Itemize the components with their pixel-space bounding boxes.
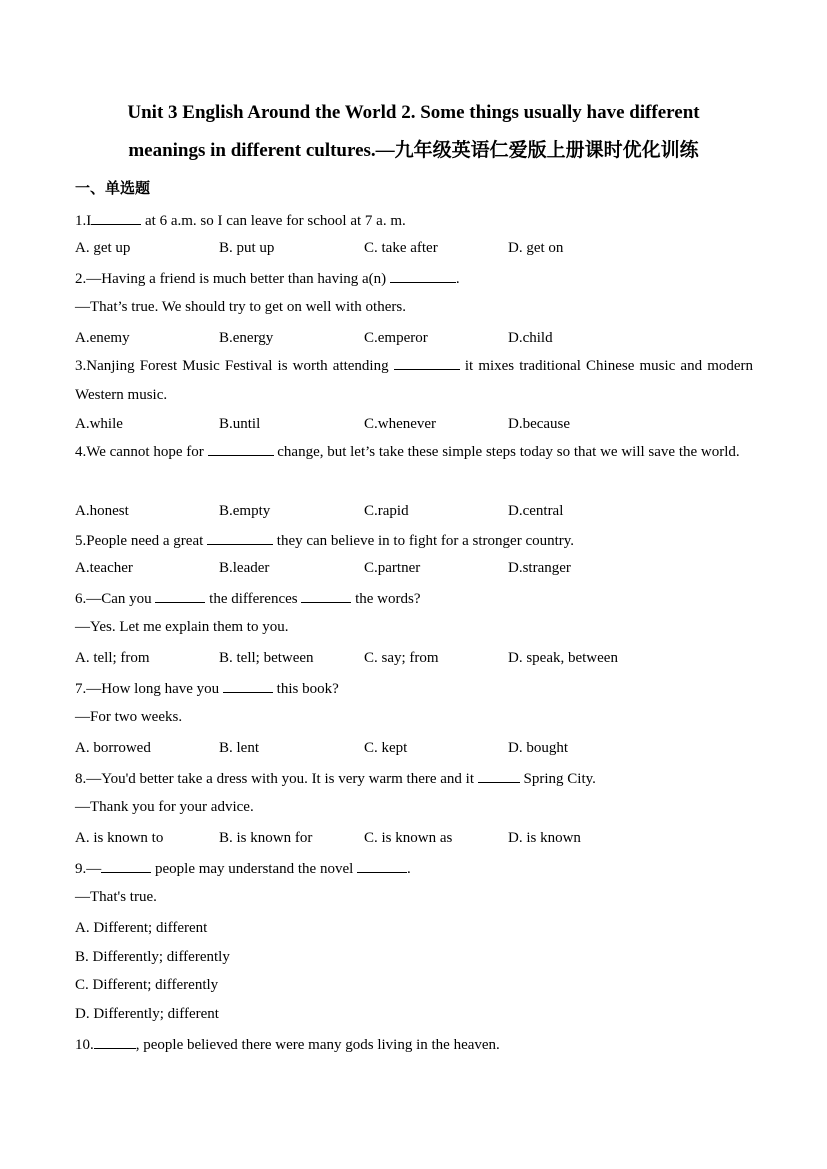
answer-blank (301, 588, 351, 603)
question-9-reply: —That's true. (75, 889, 157, 905)
option-a[interactable]: A. get up (75, 240, 131, 256)
option-d[interactable]: D. get on (508, 240, 564, 256)
answer-blank (223, 678, 273, 693)
answer-blank (91, 210, 141, 225)
answer-blank (394, 355, 460, 370)
option-c[interactable]: C. kept (364, 740, 408, 756)
question-2-options (75, 329, 775, 347)
question-8: 8.—You'd better take a dress with you. It is very warm there and it Spring City. (75, 768, 596, 788)
question-2: 2.—Having a friend is much better than having a(n) . (75, 268, 460, 288)
answer-blank (101, 858, 151, 873)
option-b[interactable]: B.until (219, 416, 261, 432)
answer-blank (94, 1034, 136, 1049)
option-d[interactable]: D.stranger (508, 560, 571, 576)
option-d[interactable]: D. speak, between (508, 650, 618, 666)
option-d[interactable]: D. Differently; different (75, 1006, 219, 1022)
question-3: 3.Nanjing Forest Music Festival is worth attending it mixes traditional Chinese music and modern Western music. (75, 352, 753, 410)
question-1: 1.I at 6 a.m. so I can leave for school at 7 a. m. (75, 210, 406, 230)
option-c[interactable]: C. is known as (364, 830, 453, 846)
question-5: 5.People need a great they can believe in to fight for a stronger country. (75, 530, 574, 550)
option-b[interactable]: B. Differently; differently (75, 949, 230, 965)
option-b[interactable]: B.energy (219, 330, 274, 346)
question-10: 10. , people believed there were many gods living in the heaven. (75, 1034, 500, 1054)
option-d[interactable]: D.because (508, 416, 571, 432)
option-c[interactable]: C. take after (364, 240, 438, 256)
option-d[interactable]: D.central (508, 503, 564, 519)
option-a[interactable]: A.teacher (75, 560, 133, 576)
option-a[interactable]: A. Different; different (75, 920, 208, 936)
title-line-2: meanings in different cultures.—九年级英语仁爱版上册课时优化训练 (128, 140, 699, 161)
answer-blank (208, 441, 274, 456)
option-c[interactable]: C. Different; differently (75, 977, 219, 993)
option-b[interactable]: B. put up (219, 240, 275, 256)
option-c[interactable]: C.partner (364, 560, 421, 576)
option-b[interactable]: B. is known for (219, 830, 313, 846)
answer-blank (357, 858, 407, 873)
option-b[interactable]: B.leader (219, 560, 270, 576)
option-a[interactable]: A. tell; from (75, 650, 150, 666)
answer-blank (207, 530, 273, 545)
answer-blank (155, 588, 205, 603)
option-a[interactable]: A.enemy (75, 330, 130, 346)
question-4: 4.We cannot hope for change, but let’s take these simple steps today so that we will save the world. (75, 438, 753, 467)
question-8-options (75, 829, 775, 847)
question-9: 9.— people may understand the novel . (75, 858, 411, 878)
answer-blank (478, 768, 520, 783)
option-d[interactable]: D. bought (508, 740, 568, 756)
option-a[interactable]: A.honest (75, 503, 129, 519)
option-c[interactable]: C.rapid (364, 503, 409, 519)
option-c[interactable]: C.emperor (364, 330, 428, 346)
option-b[interactable]: B. tell; between (219, 650, 314, 666)
question-8-reply: —Thank you for your advice. (75, 799, 254, 815)
question-3-options (75, 415, 775, 433)
option-b[interactable]: B. lent (219, 740, 259, 756)
question-6-reply: —Yes. Let me explain them to you. (75, 619, 289, 635)
question-7-options (75, 739, 775, 757)
question-5-options (75, 559, 775, 577)
title-line-1: Unit 3 English Around the World 2. Some things usually have different (127, 102, 700, 123)
option-c[interactable]: C.whenever (364, 416, 437, 432)
answer-blank (390, 268, 456, 283)
question-7-reply: —For two weeks. (75, 709, 183, 725)
question-6-options (75, 649, 775, 667)
question-2-reply: —That’s true. We should try to get on well with others. (75, 299, 406, 315)
question-6: 6.—Can you the differences the words? (75, 588, 421, 608)
option-c[interactable]: C. say; from (364, 650, 439, 666)
option-a[interactable]: A. borrowed (75, 740, 151, 756)
question-4-options (75, 502, 775, 520)
option-a[interactable]: A. is known to (75, 830, 164, 846)
option-a[interactable]: A.while (75, 416, 123, 432)
option-d[interactable]: D. is known (508, 830, 581, 846)
option-d[interactable]: D.child (508, 330, 553, 346)
section-heading: 一、单选题 (75, 179, 151, 197)
question-7: 7.—How long have you this book? (75, 678, 339, 698)
option-b[interactable]: B.empty (219, 503, 271, 519)
question-1-options (75, 239, 775, 257)
